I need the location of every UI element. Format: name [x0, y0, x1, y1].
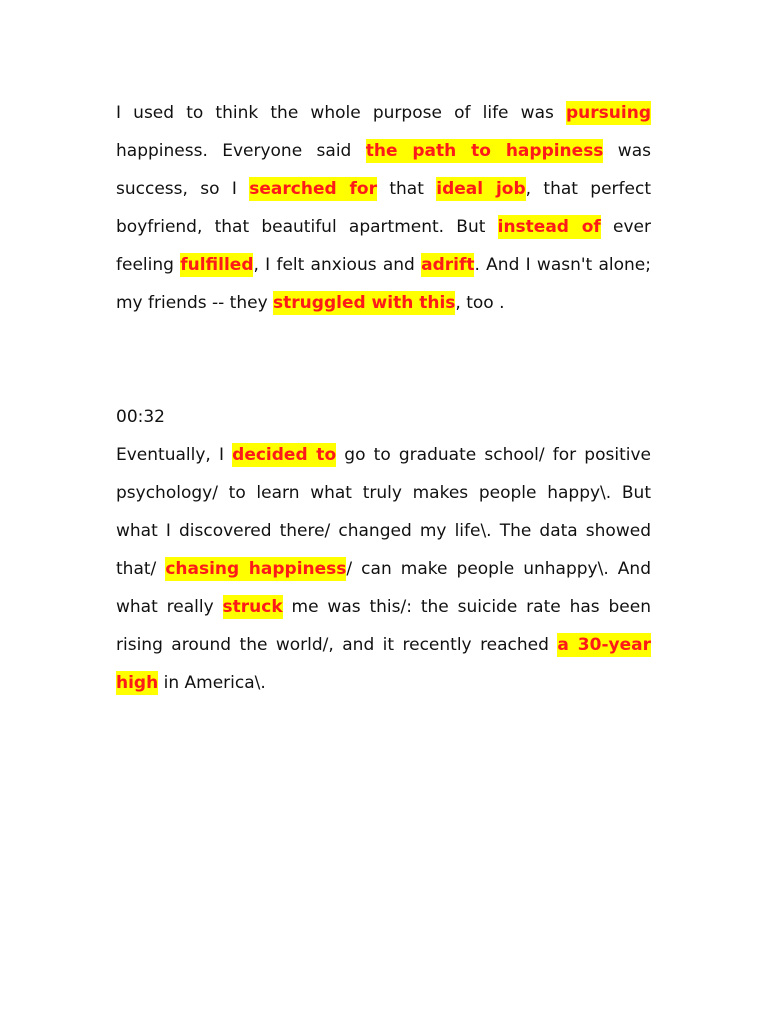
text-run: go to graduate school/ for positive psychology/ to learn what truly makes people happy\. But what I discovered there/ changed my life\. The data showed that/	[116, 445, 651, 579]
paragraph-gap	[116, 322, 651, 398]
text-run: , too .	[455, 293, 505, 313]
highlighted-phrase: the path to happiness	[365, 141, 604, 161]
highlighted-phrase: ideal job	[436, 179, 526, 199]
highlighted-phrase: decided to	[232, 445, 337, 465]
text-run: ever feeling	[116, 217, 651, 275]
highlighted-phrase: a 30-year high	[116, 635, 651, 693]
text-run: I used to think the whole purpose of life was	[116, 103, 567, 123]
text-run: , that perfect boyfriend, that beautiful apartment. But	[116, 179, 652, 237]
text-run: that	[377, 179, 437, 199]
text-run: in America\.	[158, 673, 266, 693]
highlighted-phrase: fulfilled	[180, 255, 254, 275]
text-run: / can make people unhappy\. And what really	[116, 559, 651, 617]
highlighted-phrase: instead of	[497, 217, 601, 237]
text-run: , I felt anxious and	[253, 255, 422, 275]
highlighted-phrase: searched for	[249, 179, 377, 199]
highlighted-phrase: chasing happiness	[165, 559, 347, 579]
text-run: . And I wasn't alone; my friends -- they	[116, 255, 651, 313]
timestamp: 00:32	[116, 407, 165, 427]
highlighted-phrase: struck	[222, 597, 283, 617]
paragraph-1	[116, 94, 651, 322]
highlighted-phrase: pursuing	[566, 103, 651, 123]
highlighted-phrase: struggled with this	[273, 293, 456, 313]
text-run: was success, so I	[116, 141, 651, 199]
document-page	[116, 94, 651, 702]
paragraph-2	[116, 436, 651, 702]
highlighted-phrase: adrift	[421, 255, 475, 275]
text-run: me was this/: the suicide rate has been rising around the world/, and it recently reached	[116, 597, 651, 655]
text-run: happiness. Everyone said	[116, 141, 366, 161]
text-run: Eventually, I	[116, 445, 233, 465]
